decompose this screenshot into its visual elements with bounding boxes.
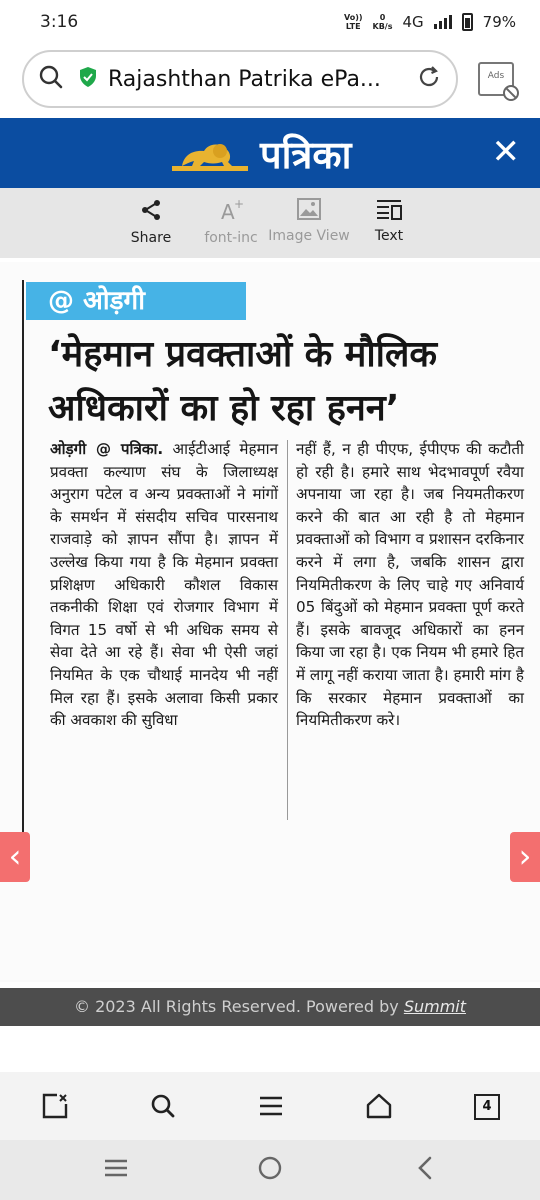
share-button[interactable]: Share — [106, 198, 196, 246]
previous-page-button[interactable] — [0, 832, 30, 882]
article-headline: ‘मेहमान प्रवक्ताओं के मौलिक अधिकारों का हो रहा हनन’ — [48, 334, 438, 429]
copyright-text: © 2023 All Rights Reserved. Powered by — [73, 997, 399, 1016]
reader-toolbar — [0, 188, 540, 258]
site-footer — [0, 988, 540, 1026]
browser-bottom-bar — [0, 1072, 540, 1140]
reload-icon[interactable] — [416, 64, 442, 94]
battery-percent: 79% — [482, 13, 516, 31]
image-view-button[interactable]: Image View — [264, 198, 354, 244]
tabs-button[interactable] — [472, 1092, 502, 1122]
chevron-right-icon: › — [518, 837, 532, 875]
ad-block-button[interactable]: Ads — [478, 62, 514, 96]
system-navigation-bar — [0, 1140, 540, 1200]
address-bar[interactable] — [22, 50, 458, 108]
location-tag: @ ओड़गी — [26, 282, 246, 320]
article-column-2: नहीं हैं, न ही पीएफ, ईपीएफ की कटौती हो रही है। हमारे साथ भेदभावपूर्ण रवैया अपनाया जा रहा है। जब नियमतीकरण करने की बात आ रही है तो मेहमान प्रवक्ताओं को विभाग व प्रशासन दरकिनार करने में लगा है, जबकि शासन द्वारा नियमितीकरण के लिए चाहे गए अनिवार्य 05 बिंदुओं को मेहमान प्रवक्ता पूर्ण करते हैं। इसके बावजूद अधिकारों का हनन किया जा रहा है। एक नियम भी हमारे हित में लागू नहीं कराया जाता है। हमारी मांग है कि सरकार मेहमान प्रवक्ताओं का नियमितीकरण करे। — [296, 440, 524, 730]
site-header — [0, 118, 540, 188]
svg-text:+: + — [234, 197, 245, 211]
battery-icon — [462, 13, 473, 31]
search-icon[interactable] — [148, 1092, 178, 1122]
font-increase-button[interactable]: A + font-inc — [204, 197, 258, 246]
close-icon[interactable]: ✕ — [491, 132, 520, 172]
menu-icon[interactable] — [256, 1092, 286, 1122]
back-icon[interactable] — [406, 1154, 446, 1186]
recent-apps-icon[interactable] — [96, 1154, 136, 1186]
image-icon — [297, 198, 321, 220]
share-icon — [139, 198, 163, 222]
svg-text:A: A — [221, 200, 235, 224]
patrika-logo[interactable] — [170, 128, 351, 180]
text-view-button[interactable]: Text — [344, 198, 434, 244]
search-icon[interactable] — [38, 64, 64, 94]
chevron-left-icon: ‹ — [8, 837, 22, 875]
status-time: 3:16 — [40, 12, 79, 32]
article-clipping — [0, 262, 540, 982]
font-increase-icon — [219, 198, 243, 222]
volte-indicator: Vo)) LTE — [343, 13, 363, 31]
status-bar — [0, 0, 540, 44]
column-rule-left — [22, 280, 24, 840]
column-1-text: आईटीआई मेहमान प्रवक्ता कल्याण संघ के जिलाध्यक्ष अनुराग पटेल व अन्य प्रवक्ताओं ने मांगों के समर्थन में संसदीय सचिव पारसनाथ राजवाड़े को ज्ञापन सौंपा है। ज्ञापन में उल्लेख किया गया है कि मेहमान प्रवक्ता प्रशिक्षण अधिकारी कौशल विकास तकनीकी शिक्षा एवं रोजगार विभाग में विगत 15 वर्षो से भी अधिक समय से सेवा देते आ रहे हैं। सेवा भी ऐसी जहां नियमित के एक चौथाई मानदेय भी नहीं मिल रहा हैं। इसके अलावा किसी प्रकार की अवकाश की सुविधा — [50, 440, 279, 730]
article-column-1 — [50, 438, 278, 732]
block-icon — [502, 84, 520, 102]
next-page-button[interactable] — [510, 832, 540, 882]
tab-count: 4 — [474, 1094, 500, 1120]
signal-icon — [434, 15, 452, 29]
logo-text: पत्रिका — [260, 132, 352, 177]
home-circle-icon[interactable] — [250, 1154, 290, 1186]
dateline: ओड़गी @ पत्रिका. — [50, 440, 164, 458]
home-icon[interactable] — [364, 1092, 394, 1122]
text-view-icon — [376, 198, 402, 220]
address-bar-row — [0, 48, 540, 112]
secure-shield-icon — [78, 66, 98, 92]
lion-emblem-icon — [170, 134, 250, 174]
column-divider — [287, 440, 288, 820]
close-tab-icon[interactable] — [40, 1092, 70, 1122]
powered-by-link[interactable]: Summit — [403, 997, 467, 1016]
data-speed-indicator: 0 KB/s — [372, 13, 393, 31]
page-title-in-url[interactable]: Rajashthan Patrika ePa... — [108, 66, 381, 92]
status-icons — [344, 13, 516, 31]
network-type: 4G — [402, 13, 424, 31]
